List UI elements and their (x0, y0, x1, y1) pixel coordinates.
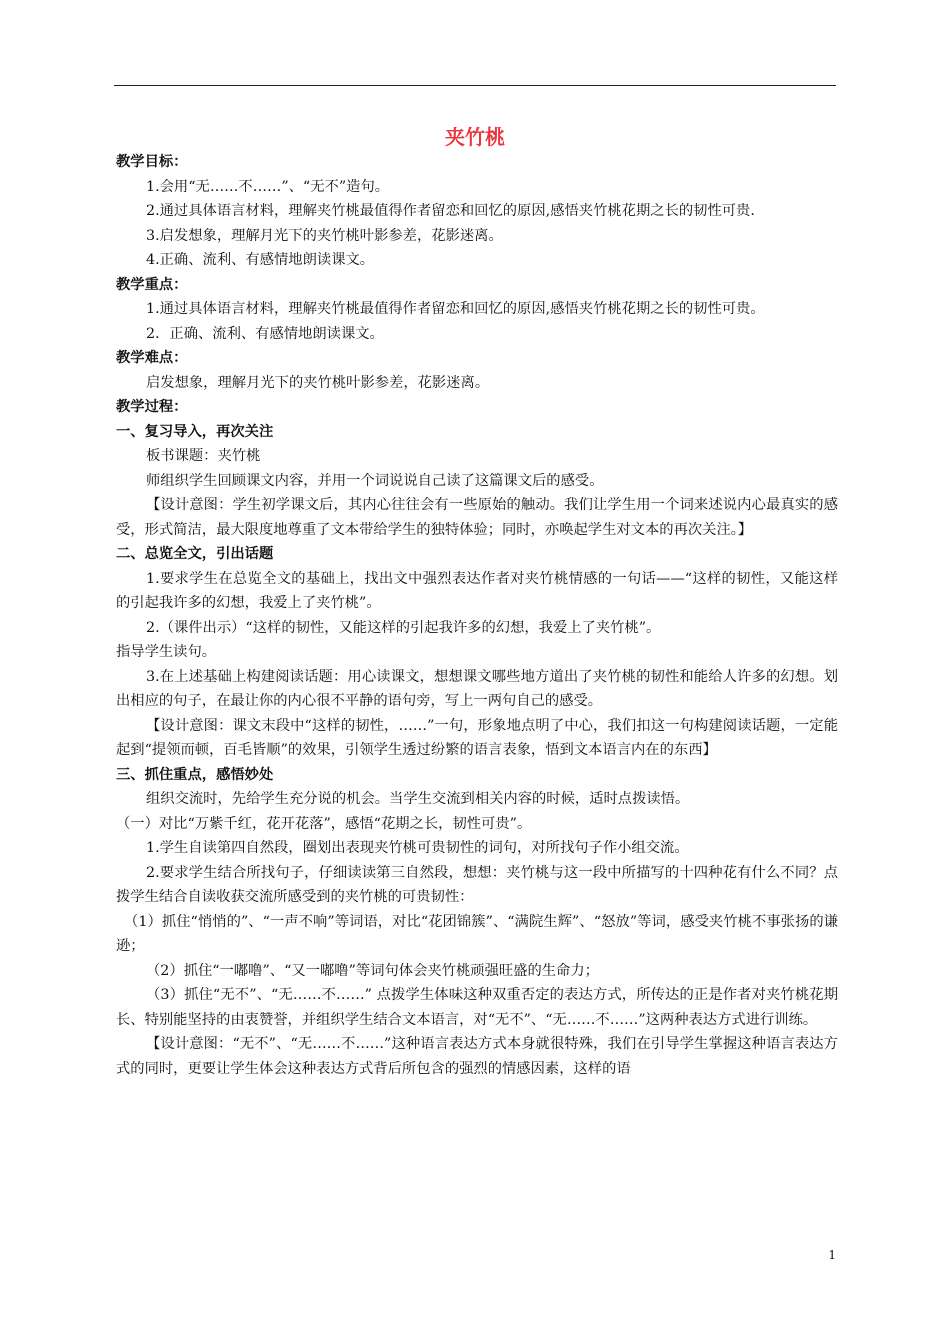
design-intent-note: 【设计意图：“无不”、“无……不……”这种语言表达方式本身就很特殊，我们在引导学生掌握这种语言表达方式的同时，更要让学生体会这种表达方式背后所包含的强烈的情感因素，这样的语 (116, 1036, 838, 1077)
paragraph: 1.学生自读第四自然段，圈划出表现夹竹桃可贵韧性的词句，对所找句子作小组交流。 (146, 840, 689, 856)
paragraph: 2.（课件出示）“这样的韧性，又能这样的引起我许多的幻想，我爱上了夹竹桃”。 (146, 619, 661, 636)
paragraph: （1）抓住“悄悄的”、“一声不响”等词语，对比“花团锦簇”、“满院生辉”、“怒放”等词，感受夹竹桃不事张扬的谦逊； (116, 913, 838, 954)
section-heading-process: 教学过程： (116, 399, 188, 415)
paragraph: 1.通过具体语言材料，理解夹竹桃最值得作者留恋和回忆的原因,感悟夹竹桃花期之长的韧性可贵。 (146, 301, 765, 317)
design-intent-note: 【设计意图：课文末段中“这样的韧性，……”一句，形象地点明了中心，我们扣这一句构建阅读话题，一定能起到“提领而顿，百毛皆顺”的效果，引领学生透过纷繁的语言表象，悟到文本语言内在的东西】 (116, 717, 838, 758)
paragraph: （2）抓住“一嘟噜”、“又一嘟噜”等词句体会夹竹桃顽强旺盛的生命力； (146, 962, 599, 979)
page-number: 1 (828, 1248, 836, 1262)
paragraph: 3.启发想象，理解月光下的夹竹桃叶影参差，花影迷离。 (146, 227, 503, 244)
section-heading-difficulties: 教学难点： (116, 350, 188, 366)
paragraph: （一）对比“万紫千红，花开花落”，感悟“花期之长，韧性可贵”。 (116, 815, 532, 832)
paragraph: 3.在上述基础上构建阅读话题：用心读课文，想想课文哪些地方道出了夹竹桃的韧性和能给人许多的幻想。划出相应的句子，在最让你的内心很不平静的语句旁，写上一两句自己的感受。 (116, 668, 838, 709)
paragraph: 2.通过具体语言材料，理解夹竹桃最值得作者留恋和回忆的原因,感悟夹竹桃花期之长的韧性可贵. (146, 203, 755, 219)
paragraph: 指导学生读句。 (116, 644, 217, 660)
subsection-heading-3: 三、抓住重点，感悟妙处 (116, 766, 274, 783)
document-body (116, 150, 838, 1081)
paragraph: 2.要求学生结合所找句子，仔细读读第三自然段，想想：夹竹桃与这一段中所描写的十四种花有什么不同？点拨学生结合自读收获交流所感受到的夹竹桃的可贵韧性： (116, 864, 838, 905)
paragraph: 组织交流时，先给学生充分说的机会。当学生交流到相关内容的时候，适时点拨读悟。 (146, 791, 690, 807)
paragraph: 师组织学生回顾课文内容，并用一个词说说自己读了这篇课文后的感受。 (146, 472, 604, 489)
paragraph: 4.正确、流利、有感情地朗读课文。 (146, 252, 375, 268)
header-rule (114, 85, 836, 86)
paragraph: 板书课题：夹竹桃 (146, 448, 261, 464)
subsection-heading-1: 一、复习导入，再次关注 (116, 423, 274, 440)
paragraph: （3）抓住“无不”、“无……不……” 点拨学生体味这种双重否定的表达方式，所传达的正是作者对夹竹桃花期长、特别能坚持的由衷赞誉，并组织学生结合文本语言，对“无不”、“无……不……”这两种表达方式进行训练。 (116, 987, 838, 1028)
paragraph: 2．正确、流利、有感情地朗读课文。 (146, 325, 384, 342)
paragraph: 1.要求学生在总览全文的基础上，找出文中强烈表达作者对夹竹桃情感的一句话——“这样的韧性，又能这样的引起我许多的幻想，我爱上了夹竹桃”。 (116, 570, 838, 611)
subsection-heading-2: 二、总览全文，引出话题 (116, 546, 274, 562)
design-intent-note: 【设计意图：学生初学课文后，其内心往往会有一些原始的触动。我们让学生用一个词来述说内心最真实的感受，形式简洁，最大限度地尊重了文本带给学生的独特体验；同时，亦唤起学生对文本的再次关注。】 (116, 497, 838, 538)
paragraph: 1.会用“无……不……”、“无不”造句。 (146, 178, 390, 195)
paragraph: 启发想象，理解月光下的夹竹桃叶影参差，花影迷离。 (146, 374, 490, 391)
section-heading-key-points: 教学重点： (116, 276, 188, 293)
section-heading-objectives: 教学目标： (116, 154, 188, 170)
document-title: 夹竹桃 (445, 125, 505, 149)
